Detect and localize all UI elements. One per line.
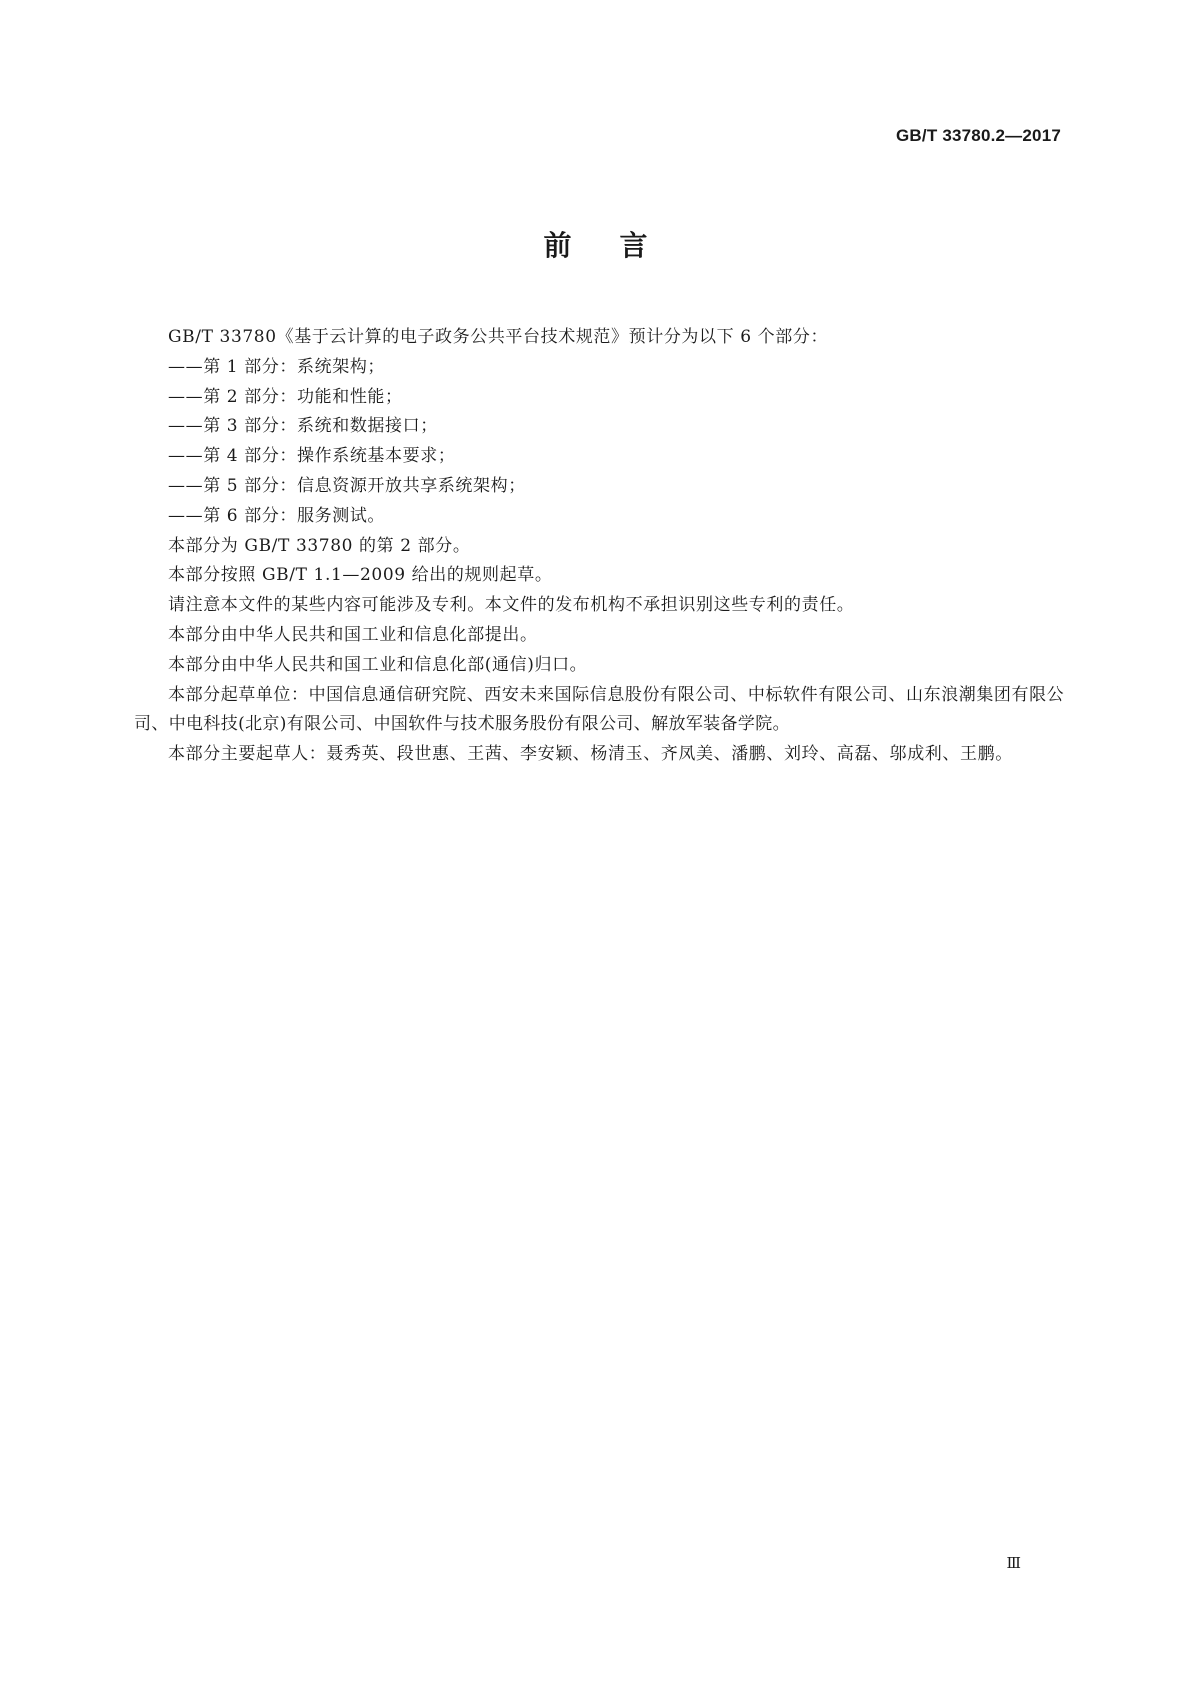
foreword-body	[134, 323, 1064, 770]
page-number: Ⅲ	[1006, 1554, 1021, 1572]
paragraph-proposer: 本部分由中华人民共和国工业和信息化部提出。	[168, 624, 538, 645]
standard-number: GB/T 33780.2—2017	[896, 126, 1061, 145]
paragraph-part-statement: 本部分为 GB/T 33780 的第 2 部分。	[168, 535, 471, 556]
list-item-part-3: ——第 3 部分：系统和数据接口；	[168, 416, 438, 437]
paragraph-centralized-by: 本部分由中华人民共和国工业和信息化部(通信)归口。	[168, 654, 588, 675]
paragraph-drafters: 本部分主要起草人：聂秀英、段世惠、王茜、李安颖、杨清玉、齐凤美、潘鹏、刘玲、高磊、邬成利、王鹏。	[168, 744, 1013, 765]
list-item-part-5: ——第 5 部分：信息资源开放共享系统架构；	[168, 475, 526, 496]
list-item-part-1: ——第 1 部分：系统架构；	[168, 356, 386, 377]
paragraph-patent-notice: 请注意本文件的某些内容可能涉及专利。本文件的发布机构不承担识别这些专利的责任。	[168, 595, 855, 616]
paragraph-intro: GB/T 33780《基于云计算的电子政务公共平台技术规范》预计分为以下 6 个部分：	[168, 327, 829, 347]
list-item-part-4: ——第 4 部分：操作系统基本要求；	[168, 446, 456, 467]
page-title: 前言	[543, 229, 696, 262]
paragraph-drafting-rules: 本部分按照 GB/T 1.1—2009 给出的规则起草。	[168, 565, 553, 586]
list-item-part-6: ——第 6 部分：服务测试。	[168, 505, 386, 526]
paragraph-drafting-units: 本部分起草单位：中国信息通信研究院、西安未来国际信息股份有限公司、中标软件有限公司、山东浪潮集团有限公司、中电科技(北京)有限公司、中国软件与技术服务股份有限公司、解放军装备学院。	[134, 684, 1064, 735]
list-item-part-2: ——第 2 部分：功能和性能；	[168, 386, 403, 407]
